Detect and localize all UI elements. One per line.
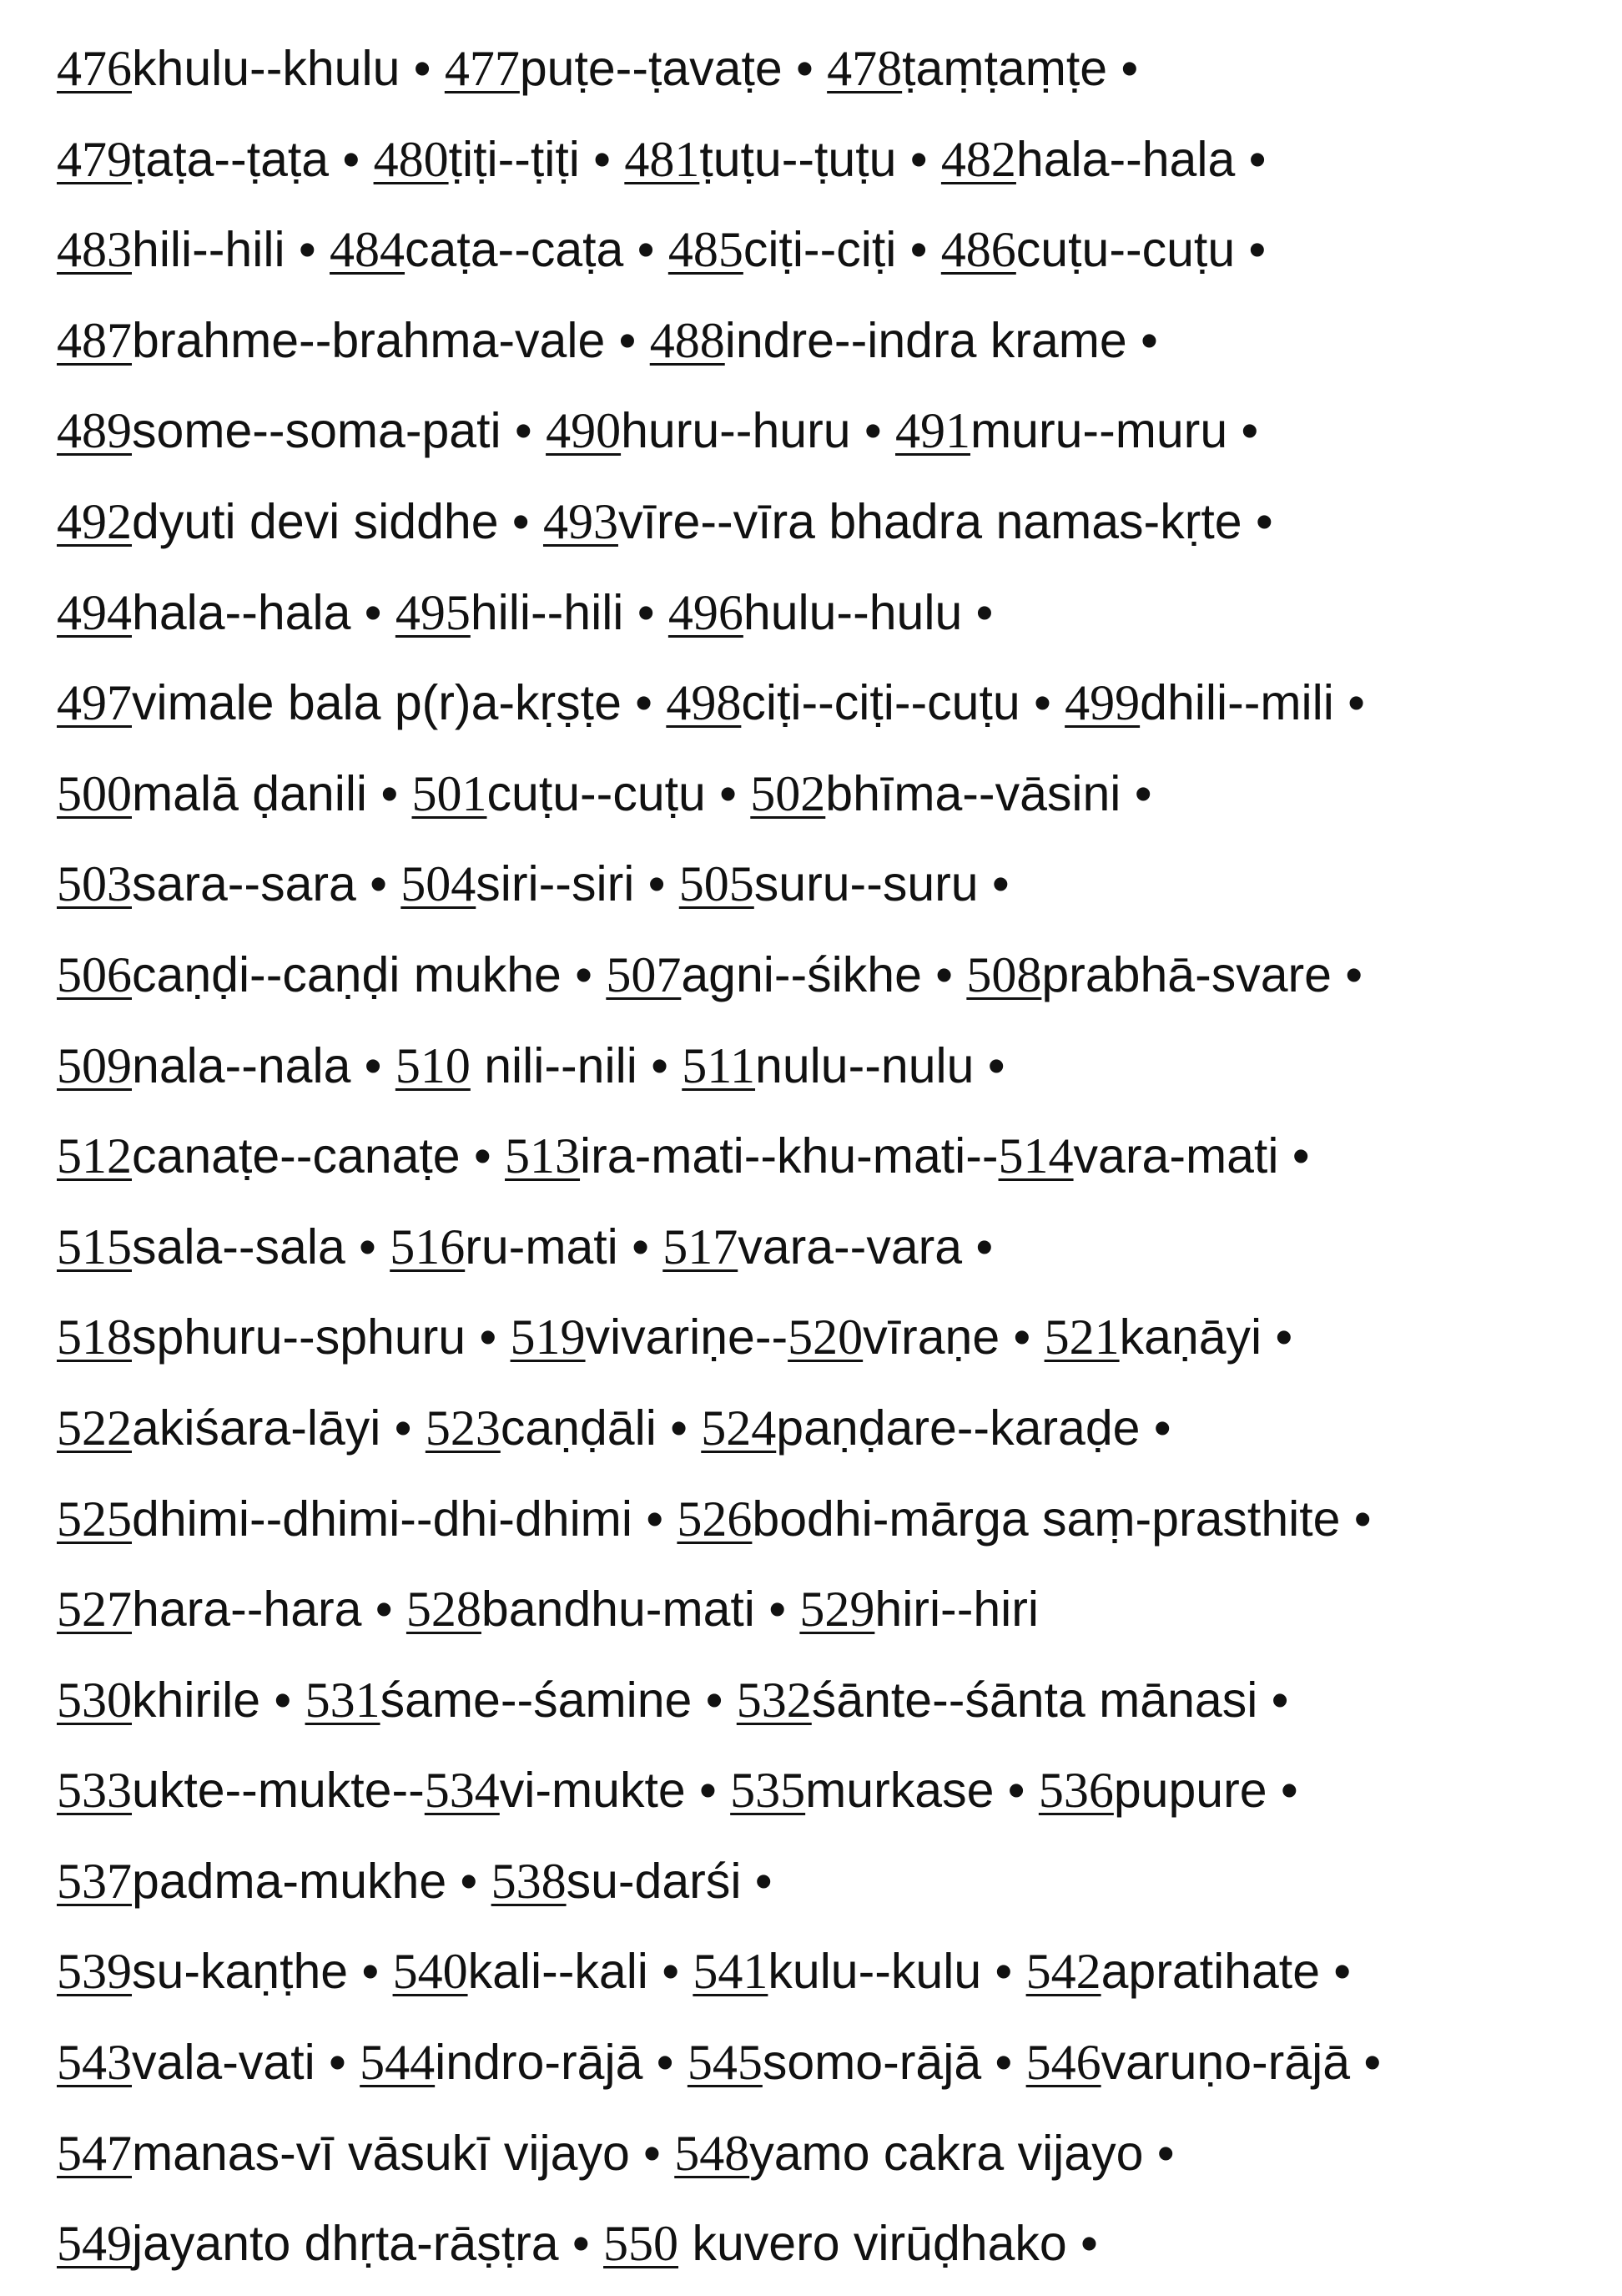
verse-text: vara-mati [1073, 1128, 1279, 1184]
verse-text: ru-mati [465, 1219, 618, 1274]
bullet-separator: • [974, 1037, 1005, 1093]
verse-text: somo-rājā [762, 2035, 982, 2091]
bullet-separator: • [1340, 1491, 1372, 1547]
verse-number: 550 [603, 2216, 679, 2272]
text-line [57, 2108, 1592, 2199]
text-line [57, 1202, 1592, 1293]
bullet-separator: • [656, 1400, 702, 1456]
bullet-separator: • [1257, 1672, 1289, 1728]
verse-text: caṭa--caṭa [405, 222, 624, 278]
verse-number: 483 [57, 222, 132, 278]
verse-text: akiśara-lāyi [132, 1400, 381, 1456]
text-line [57, 477, 1592, 568]
verse-text: vi-mukte [499, 1763, 686, 1819]
bullet-separator: • [1350, 2035, 1382, 2091]
verse-text: hala--hala [132, 584, 351, 640]
bullet-separator: • [1235, 222, 1267, 278]
bullet-separator: • [962, 584, 994, 640]
verse-text: paṇḍare--karaḍe [776, 1400, 1141, 1456]
verse-number: 495 [395, 584, 471, 640]
verse-text: hiri--hiri [874, 1582, 1040, 1637]
verse-number: 500 [57, 765, 132, 821]
bullet-separator: • [1332, 946, 1363, 1002]
verse-text: ira-mati--khu-mati-- [580, 1128, 999, 1184]
verse-number: 540 [392, 1944, 468, 2000]
text-line [57, 1474, 1592, 1565]
verse-text: kuvero virūḍhako [678, 2216, 1067, 2272]
verse-number: 514 [998, 1128, 1074, 1184]
text-line [57, 23, 1592, 114]
verse-text: bhīma--vāsini [825, 765, 1121, 821]
verse-text: murkase [805, 1763, 995, 1819]
verse-text: śānte--śānta mānasi [811, 1672, 1258, 1728]
verse-number: 517 [662, 1219, 738, 1274]
verse-number: 535 [730, 1763, 806, 1819]
verse-text: manas-vī vāsukī vijayo [132, 2125, 630, 2181]
verse-number: 503 [57, 856, 132, 912]
bullet-separator: • [621, 675, 667, 731]
verse-text: vīraṇe [863, 1309, 1000, 1365]
text-line [57, 1292, 1592, 1383]
verse-text: agni--śikhe [681, 946, 922, 1002]
verse-text: huru--huru [621, 403, 851, 459]
text-line [57, 1111, 1592, 1202]
bullet-separator: • [623, 222, 668, 278]
bullet-separator: • [1126, 312, 1158, 368]
verse-number: 520 [788, 1309, 864, 1365]
verse-number: 530 [57, 1672, 132, 1728]
verse-number: 541 [693, 1944, 768, 2000]
verse-text: kaṇāyi [1119, 1309, 1262, 1365]
verse-text: hili--hili [132, 222, 285, 278]
bullet-separator: • [850, 403, 895, 459]
verse-text: hulu--hulu [743, 584, 963, 640]
text-line [57, 204, 1592, 295]
text-line [57, 114, 1592, 205]
verse-number: 533 [57, 1763, 132, 1819]
bullet-separator: • [782, 41, 828, 96]
verse-number: 548 [674, 2125, 750, 2181]
verse-text: vivariṇe-- [585, 1309, 788, 1365]
verse-number: 510 [395, 1037, 471, 1093]
verse-text: pupure [1113, 1763, 1267, 1819]
verse-number: 478 [827, 41, 903, 96]
verse-number: 482 [940, 131, 1016, 187]
bullet-separator: • [501, 403, 547, 459]
verse-number: 511 [682, 1037, 756, 1093]
verse-text: ukte--mukte-- [132, 1763, 425, 1819]
verse-number: 532 [736, 1672, 812, 1728]
text-line [57, 386, 1592, 477]
verse-text: siri--siri [476, 856, 635, 912]
verse-text: hala--hala [1015, 131, 1236, 187]
bullet-separator: • [498, 493, 543, 549]
verse-text: sphuru--sphuru [132, 1309, 466, 1365]
bullet-separator: • [446, 1853, 491, 1909]
verse-number: 509 [57, 1037, 132, 1093]
text-line [57, 749, 1592, 840]
bullet-separator: • [460, 1128, 506, 1184]
verse-text: jayanto dhṛta-rāṣṭra [132, 2216, 559, 2272]
verse-number: 506 [57, 946, 132, 1002]
verse-number: 524 [701, 1400, 777, 1456]
bullet-separator: • [561, 946, 607, 1002]
verse-number: 545 [687, 2035, 763, 2091]
bullet-separator: • [896, 131, 941, 187]
bullet-separator: • [1242, 493, 1273, 549]
bullet-separator: • [345, 1219, 390, 1274]
text-line [57, 1836, 1592, 1927]
verse-number: 546 [1025, 2035, 1101, 2091]
verse-number: 547 [57, 2125, 132, 2181]
bullet-separator: • [981, 2035, 1026, 2091]
verse-text: apratihate [1101, 1944, 1321, 2000]
bullet-separator: • [647, 1944, 693, 2000]
text-line [57, 568, 1592, 659]
verse-text: khulu--khulu [132, 41, 400, 96]
bullet-separator: • [329, 131, 374, 187]
bullet-separator: • [380, 1400, 426, 1456]
bullet-separator: • [692, 1672, 737, 1728]
verse-text: bandhu-mati [481, 1582, 755, 1637]
verse-text: indro-rājā [435, 2035, 643, 2091]
text-line [57, 1745, 1592, 1836]
verse-number: 516 [390, 1219, 466, 1274]
verse-number: 494 [57, 584, 132, 640]
verse-number: 513 [505, 1128, 581, 1184]
verse-text: prabhā-svare [1041, 946, 1332, 1002]
verse-number: 486 [940, 222, 1016, 278]
bullet-separator: • [355, 856, 401, 912]
verse-text: vimale bala p(r)a-kṛṣṭe [132, 675, 622, 731]
verse-text: khirile [132, 1672, 261, 1728]
verse-text: su-darśi [566, 1853, 742, 1909]
verse-number: 534 [424, 1763, 500, 1819]
verse-text: nili--nili [470, 1037, 637, 1093]
verse-text: vara--vara [738, 1219, 963, 1274]
bullet-separator: • [1267, 1763, 1298, 1819]
bullet-separator: • [350, 584, 395, 640]
bullet-separator: • [632, 1491, 678, 1547]
text-line [57, 295, 1592, 386]
text-line [57, 2017, 1592, 2108]
text-line [57, 1383, 1592, 1474]
verse-number: 499 [1065, 675, 1141, 731]
verse-number: 479 [57, 131, 132, 187]
bullet-separator: • [634, 856, 679, 912]
verse-number: 501 [411, 765, 487, 821]
bullet-separator: • [685, 1763, 731, 1819]
verse-text: hili--hili [470, 584, 624, 640]
verse-number: 519 [510, 1309, 586, 1365]
verse-number: 544 [360, 2035, 436, 2091]
verse-text: ciṭi--ciṭi--cuṭu [741, 675, 1020, 731]
verse-number: 497 [57, 675, 132, 731]
bullet-separator: • [1020, 675, 1065, 731]
bullet-separator: • [617, 1219, 663, 1274]
verse-text: dyuti devi siddhe [132, 493, 499, 549]
verse-number: 523 [425, 1400, 501, 1456]
verse-number: 549 [57, 2216, 132, 2272]
verse-text: ciṭi--ciṭi [743, 222, 897, 278]
verse-number: 536 [1038, 1763, 1114, 1819]
bullet-separator: • [1227, 403, 1259, 459]
verse-number: 481 [624, 131, 700, 187]
bullet-separator: • [1107, 41, 1139, 96]
verse-text: muru--muru [970, 403, 1228, 459]
bullet-separator: • [921, 946, 967, 1002]
verse-text: sara--sara [132, 856, 356, 912]
verse-text: caṇḍāli [500, 1400, 657, 1456]
text-line [57, 1021, 1592, 1112]
verse-text: dhili--mili [1140, 675, 1334, 731]
bullet-separator: • [1121, 765, 1152, 821]
bullet-separator: • [1140, 1400, 1171, 1456]
verse-text: canaṭe--canaṭe [132, 1128, 461, 1184]
bullet-separator: • [1066, 2216, 1098, 2272]
verse-text: padma-mukhe [132, 1853, 447, 1909]
verse-text: indre--indra krame [724, 312, 1127, 368]
bullet-separator: • [579, 131, 625, 187]
verse-number: 480 [373, 131, 449, 187]
verse-number: 543 [57, 2035, 132, 2091]
verse-text: brahme--brahma-vale [132, 312, 606, 368]
text-page [57, 23, 1592, 2289]
bullet-separator: • [348, 1944, 393, 2000]
verse-text: su-kaṇṭhe [132, 1944, 349, 2000]
bullet-separator: • [1143, 2125, 1175, 2181]
verse-number: 488 [649, 312, 725, 368]
bullet-separator: • [260, 1672, 305, 1728]
verse-number: 528 [406, 1582, 481, 1637]
bullet-separator: • [361, 1582, 406, 1637]
text-line [57, 930, 1592, 1021]
bullet-separator: • [1320, 1944, 1352, 2000]
bullet-separator: • [1333, 675, 1365, 731]
verse-text: ṭaṭa--ṭaṭa [132, 131, 330, 187]
bullet-separator: • [400, 41, 445, 96]
bullet-separator: • [350, 1037, 395, 1093]
verse-text: vala-vati [132, 2035, 315, 2091]
bullet-separator: • [1278, 1128, 1310, 1184]
verse-number: 526 [677, 1491, 753, 1547]
verse-text: nala--nala [132, 1037, 351, 1093]
bullet-separator: • [629, 2125, 675, 2181]
verse-text: some--soma-pati [132, 403, 501, 459]
verse-number: 527 [57, 1582, 132, 1637]
verse-text: śame--śamine [380, 1672, 693, 1728]
text-line [57, 1564, 1592, 1655]
verse-number: 518 [57, 1309, 132, 1365]
verse-number: 496 [667, 584, 743, 640]
verse-text: yamo cakra vijayo [749, 2125, 1144, 2181]
bullet-separator: • [367, 765, 412, 821]
verse-number: 504 [400, 856, 476, 912]
verse-text: dhimi--dhimi--dhi-dhimi [132, 1491, 632, 1547]
verse-text: bodhi-mārga saṃ-prasthite [752, 1491, 1341, 1547]
verse-number: 525 [57, 1491, 132, 1547]
verse-text: ṭaṃṭaṃṭe [902, 41, 1108, 96]
verse-number: 537 [57, 1853, 132, 1909]
verse-number: 522 [57, 1400, 132, 1456]
bullet-separator: • [1000, 1309, 1045, 1365]
verse-number: 529 [799, 1582, 875, 1637]
bullet-separator: • [642, 2035, 688, 2091]
verse-number: 489 [57, 403, 132, 459]
verse-number: 505 [678, 856, 754, 912]
bullet-separator: • [623, 584, 668, 640]
verse-text: kulu--kulu [768, 1944, 982, 2000]
verse-text: nulu--nulu [755, 1037, 975, 1093]
bullet-separator: • [605, 312, 650, 368]
bullet-separator: • [754, 1582, 800, 1637]
text-line [57, 2198, 1592, 2289]
verse-text: hara--hara [132, 1582, 362, 1637]
verse-text: malā ḍanili [132, 765, 368, 821]
verse-text: cuṭu--cuṭu [486, 765, 706, 821]
verse-number: 507 [606, 946, 682, 1002]
verse-number: 538 [491, 1853, 567, 1909]
verse-number: 492 [57, 493, 132, 549]
bullet-separator: • [285, 222, 330, 278]
verse-number: 487 [57, 312, 132, 368]
verse-text: caṇḍi--caṇḍi mukhe [132, 946, 562, 1002]
text-line [57, 1655, 1592, 1746]
verse-text: sala--sala [132, 1219, 345, 1274]
verse-number: 531 [305, 1672, 380, 1728]
bullet-separator: • [896, 222, 941, 278]
bullet-separator: • [994, 1763, 1039, 1819]
verse-number: 515 [57, 1219, 132, 1274]
verse-number: 539 [57, 1944, 132, 2000]
bullet-separator: • [558, 2216, 604, 2272]
bullet-separator: • [705, 765, 751, 821]
bullet-separator: • [1262, 1309, 1293, 1365]
bullet-separator: • [962, 1219, 994, 1274]
verse-text: puṭe--ṭavaṭe [519, 41, 783, 96]
verse-number: 508 [966, 946, 1042, 1002]
text-line [57, 839, 1592, 930]
verse-number: 484 [330, 222, 406, 278]
bullet-separator: • [1235, 131, 1267, 187]
verse-number: 521 [1044, 1309, 1120, 1365]
verse-number: 542 [1025, 1944, 1101, 2000]
text-line [57, 658, 1592, 749]
verse-number: 512 [57, 1128, 132, 1184]
bullet-separator: • [637, 1037, 683, 1093]
text-line [57, 1926, 1592, 2017]
verse-number: 491 [895, 403, 970, 459]
bullet-separator: • [466, 1309, 511, 1365]
verse-text: suru--suru [753, 856, 979, 912]
verse-text: vīre--vīra bhadra namas-kṛte [617, 493, 1242, 549]
bullet-separator: • [978, 856, 1010, 912]
verse-text: cuṭu--cuṭu [1015, 222, 1236, 278]
verse-text: ṭiṭi--ṭiṭi [448, 131, 580, 187]
verse-number: 477 [444, 41, 520, 96]
verse-number: 485 [667, 222, 743, 278]
verse-number: 498 [666, 675, 742, 731]
verse-text: varuṇo-rājā [1101, 2035, 1351, 2091]
bullet-separator: • [741, 1853, 773, 1909]
verse-number: 490 [546, 403, 622, 459]
verse-number: 493 [542, 493, 618, 549]
bullet-separator: • [981, 1944, 1026, 2000]
verse-number: 476 [57, 41, 132, 96]
verse-text: ṭuṭu--ṭuṭu [699, 131, 897, 187]
verse-number: 502 [750, 765, 826, 821]
bullet-separator: • [315, 2035, 360, 2091]
verse-text: kali--kali [467, 1944, 648, 2000]
